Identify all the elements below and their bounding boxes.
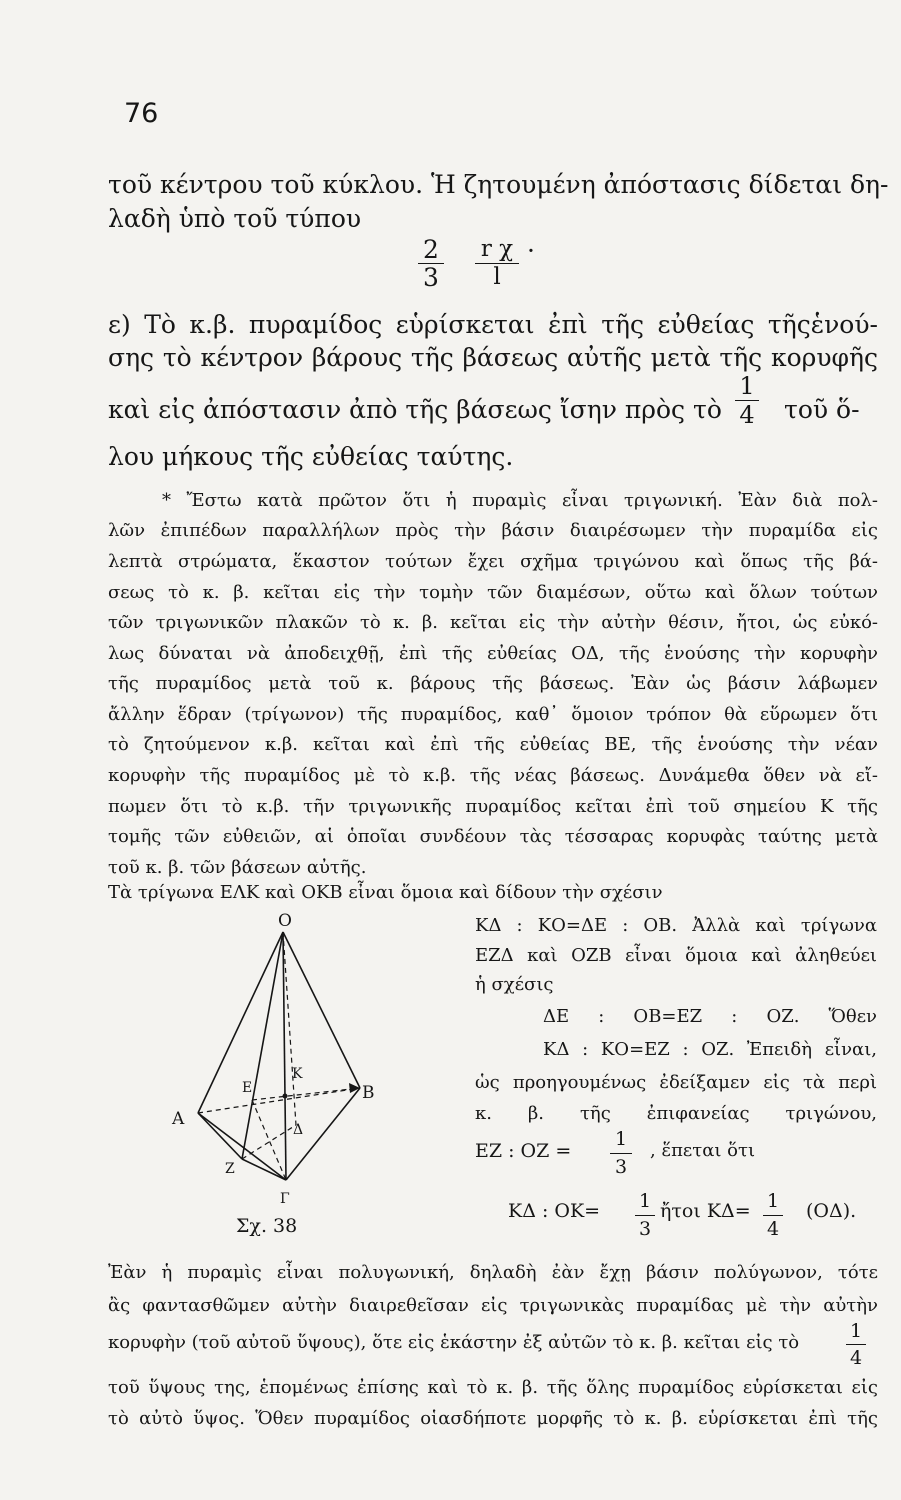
equation-kd-ok: ΚΔ : ΟΚ=: [508, 1200, 601, 1222]
edge-z-g: [242, 1159, 286, 1180]
fraction-one-quarter: $\frac{1}{4}$: [735, 372, 759, 429]
para2-line2: σης τὸ κέντρον βάρους τῆς βάσεως αὐτῆς μετὰ τῆς κορυφῆς: [108, 343, 878, 372]
label-k: K: [292, 1066, 303, 1082]
label-b: B: [362, 1083, 375, 1103]
para5-line3-pre: κορυφὴν (τοῦ αὐτοῦ ὕψους), ὅτε εἰς ἑκάστην ἐξ αὐτῶν τὸ κ. β. κεῖται εἰς τὸ: [108, 1332, 800, 1353]
para4-right-line: ΚΔ : ΚΟ=ΔΕ : ΟΒ. Ἀλλὰ καὶ τρίγωνα: [475, 915, 877, 936]
para3-line: λως δύναται νὰ ἀποδειχθῇ, ἐπὶ τῆς εὐθείας ΟΔ, τῆς ἑνούσης τὴν κορυφὴν: [108, 643, 878, 664]
figure-caption: Σχ. 38: [236, 1215, 298, 1237]
edge-a-z: [198, 1113, 242, 1159]
para3-line: λεπτὰ στρώματα, ἕκαστον τούτων ἔχει σχῆμα τριγώνου καὶ ὅπως τῆς βά-: [108, 551, 878, 572]
equation-ez-oz-tail: , ἕπεται ὅτι: [650, 1140, 756, 1161]
formula-fraction-two-thirds: $\frac{2}{3}$: [418, 236, 444, 291]
para3-line: * Ἔστω κατὰ πρῶτον ὅτι ἡ πυραμὶς εἶναι τριγωνική. Ἐὰν διὰ πολ-: [162, 490, 878, 511]
para3-line: ἄλλην ἕδραν (τρίγωνον) τῆς πυραμίδος, καθ᾽ ὅμοιον τρόπον θὰ εὕρωμεν ὅτι: [108, 704, 878, 725]
para2-line3-post: τοῦ ὅ-: [784, 395, 860, 424]
fraction-one-third-a: $\frac{1}{3}$: [610, 1126, 632, 1181]
para2-line4: λου μήκους τῆς εὐθείας ταύτης.: [108, 442, 514, 471]
label-a: A: [172, 1109, 185, 1129]
para1-line2: λαδὴ ὑπὸ τοῦ τύπου: [108, 204, 362, 233]
fraction-one-third-b: $\frac{1}{3}$: [635, 1188, 655, 1243]
label-o: O: [278, 911, 292, 931]
pyramid-figure: [150, 910, 450, 1240]
para3-line: λῶν ἐπιπέδων παραλλήλων πρὸς τὴν βάσιν διαιρέσωμεν τὴν πυραμίδα εἰς: [108, 520, 878, 541]
edge-o-a: [198, 932, 283, 1113]
para3-line: τὸ ζητούμενον κ.β. κεῖται καὶ ἐπὶ τῆς εὐθείας ΒΕ, τῆς ἑνούσης τὴν νέαν: [108, 734, 878, 755]
para3-line: τομῆς τῶν εὐθειῶν, αἱ ὁποῖαι συνδέουν τὰς τέσσαρας κορυφὰς ταύτης μετὰ: [108, 826, 878, 847]
formula-tail: ·: [527, 236, 535, 265]
para3-line: σεως τὸ κ. β. κεῖται εἰς τὴν τομὴν τῶν διαμέσων, οὕτω καὶ ὅλων τούτων: [108, 582, 878, 603]
fraction-one-quarter-c: $\frac{1}{4}$: [846, 1318, 866, 1371]
median-z-delta: [242, 1125, 296, 1159]
label-z: Z: [225, 1161, 235, 1177]
label-delta: Δ: [293, 1122, 304, 1138]
para4-right-line: ὡς προηγουμένως ἐδείξαμεν εἰς τὰ περὶ: [475, 1072, 877, 1093]
equation-kd-tail: (ΟΔ).: [806, 1200, 857, 1222]
para5-line4: τοῦ ὕψους της, ἑπομένως ἐπίσης καὶ τὸ κ. β. τῆς ὅλης πυραμίδος εὑρίσκεται εἰς: [108, 1377, 878, 1398]
para5-line2: ἂς φαντασθῶμεν αὐτὴν διαιρεθεῖσαν εἰς τριγωνικὰς πυραμίδας μὲ τὴν αὐτὴν: [108, 1295, 878, 1316]
equation-kd-mid: ἤτοι ΚΔ=: [660, 1200, 751, 1222]
label-g: Γ: [280, 1191, 290, 1207]
page-number: 76: [124, 98, 159, 129]
para4-line1: Τὰ τρίγωνα ΕΛΚ καὶ ΟΚΒ εἶναι ὅμοια καὶ δίδουν τὴν σχέσιν: [108, 882, 663, 903]
para3-line: τῶν τριγωνικῶν πλακῶν τὸ κ. β. κεῖται εἰς τὴν αὐτὴν θέσιν, ἤτοι, ὡς εὐκό-: [108, 612, 878, 633]
para3-line: τῆς πυραμίδος μετὰ τοῦ κ. βάρους τῆς βάσεως. Ἐὰν ὡς βάσιν λάβωμεν: [108, 673, 878, 694]
para2-line1: ε) Τὸ κ.β. πυραμίδος εὑρίσκεται ἐπὶ τῆς εὐθείας τῆςἑνού-: [108, 310, 878, 339]
fraction-one-quarter-b: $\frac{1}{4}$: [763, 1188, 783, 1243]
edge-a-b-hidden: [198, 1088, 360, 1113]
para2-line3-pre: καὶ εἰς ἀπόστασιν ἀπὸ τῆς βάσεως ἴσην πρὸς τὸ: [108, 395, 722, 424]
para5-line1: Ἐὰν ἡ πυραμὶς εἶναι πολυγωνική, δηλαδὴ ἐὰν ἔχῃ βάσιν πολύγωνον, τότε: [108, 1262, 878, 1283]
para4-right-line: ΕΖΔ καὶ ΟΖΒ εἶναι ὅμοια καὶ ἀληθεύει: [475, 945, 877, 966]
edge-a-g: [198, 1113, 286, 1180]
median-e-b: [252, 1088, 360, 1100]
para4-right-line: ΚΔ : ΚΟ=ΕΖ : ΟΖ. Ἐπειδὴ εἶναι,: [543, 1039, 877, 1060]
para4-right-line: κ. β. τῆς ἐπιφανείας τριγώνου,: [475, 1103, 877, 1124]
para5-line5: τὸ αὐτὸ ὕψος. Ὅθεν πυραμίδος οἱασδήποτε μορφῆς τὸ κ. β. εὑρίσκεται ἐπὶ τῆς: [108, 1408, 878, 1429]
para4-right-line: ἡ σχέσις: [475, 974, 554, 995]
label-e: E: [242, 1080, 253, 1096]
equation-ez-oz: ΕΖ : ΟΖ =: [475, 1140, 572, 1162]
para3-line: κορυφὴν τῆς πυραμίδος μὲ τὸ κ.β. τῆς νέας βάσεως. Δυνάμεθα ὅθεν νὰ εἴ-: [108, 765, 878, 786]
edge-o-b: [283, 932, 360, 1088]
point-k: [283, 1094, 288, 1099]
para3-line: πωμεν ὅτι τὸ κ.β. τῆν τριγωνικῆς πυραμίδος κεῖται ἐπὶ τοῦ σημείου Κ τῆς: [108, 796, 878, 817]
para4-right-line: ΔΕ : ΟΒ=ΕΖ : ΟΖ. Ὅθεν: [543, 1006, 877, 1027]
formula-fraction-r-chi-over-l: $\frac{\text{r χ}}{l}$: [475, 236, 519, 291]
para3-line: τοῦ κ. β. τῶν βάσεων αὐτῆς.: [108, 857, 367, 878]
para1-line1: τοῦ κέντρου τοῦ κύκλου. Ἡ ζητουμένη ἀπόστασις δίδεται δη-: [108, 170, 889, 199]
